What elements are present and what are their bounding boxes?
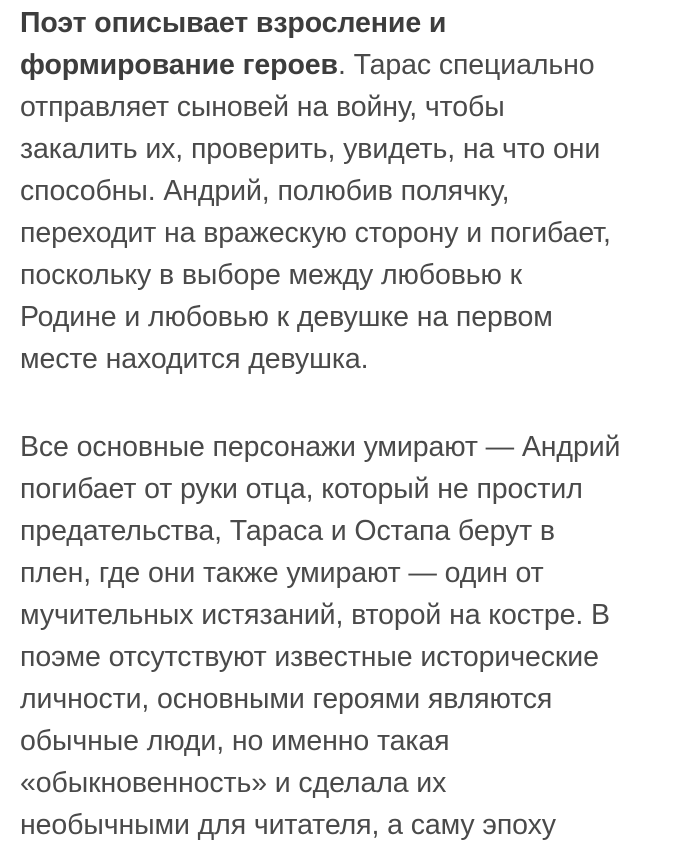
paragraph-heroes-growth	[20, 0, 700, 380]
text-line	[20, 338, 700, 380]
text-line	[20, 170, 700, 212]
line-text: способны. Андрий, полюбив полячку,	[20, 175, 510, 207]
line-text: поскольку в выборе между любовью к	[20, 259, 522, 291]
line-text: закалить их, проверить, увидеть, на что они	[20, 133, 601, 165]
text-line	[20, 510, 700, 552]
line-text: личности, основными героями являются	[20, 683, 553, 715]
line-text: месте находится девушка.	[20, 343, 369, 375]
line-text: необычными для читателя, а саму эпоху	[20, 809, 556, 841]
paragraph-characters-fate	[20, 426, 700, 846]
article-body	[20, 0, 700, 846]
line-text: отправляет сыновей на войну, чтобы	[20, 91, 505, 123]
text-line	[20, 296, 700, 338]
line-text: . Тарас специально	[337, 49, 595, 81]
text-line	[20, 804, 700, 846]
text-line	[20, 720, 700, 762]
text-line	[20, 468, 700, 510]
line-text: «обыкновенность» и сделала их	[20, 767, 447, 799]
text-line	[20, 2, 700, 44]
line-text: предательства, Тараса и Остапа берут в	[20, 515, 555, 547]
line-text: Все основные персонажи умирают — Андрий	[20, 431, 621, 463]
bold-lead-text: формирование героев	[20, 49, 338, 81]
line-text: погибает от руки отца, который не простил	[20, 473, 583, 505]
line-text: переходит на вражескую сторону и погибает,	[20, 217, 611, 249]
line-text: поэме отсутствуют известные исторические	[20, 641, 599, 673]
line-text: Родине и любовью к девушке на первом	[20, 301, 553, 333]
text-line	[20, 128, 700, 170]
text-line	[20, 254, 700, 296]
text-line	[20, 762, 700, 804]
bold-lead-text: Поэт описывает взросление и	[20, 7, 447, 39]
line-text: мучительных истязаний, второй на костре. В	[20, 599, 610, 631]
text-line	[20, 212, 700, 254]
text-line	[20, 636, 700, 678]
text-line	[20, 426, 700, 468]
text-line	[20, 594, 700, 636]
text-line	[20, 86, 700, 128]
text-line	[20, 44, 700, 86]
line-text: обычные люди, но именно такая	[20, 725, 450, 757]
line-text: плен, где они также умирают — один от	[20, 557, 544, 589]
text-line	[20, 678, 700, 720]
text-line	[20, 552, 700, 594]
